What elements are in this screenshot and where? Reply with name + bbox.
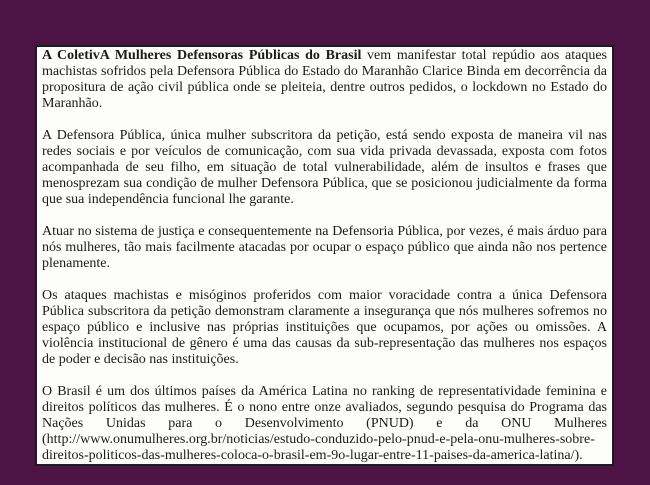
statement-paragraph: A Defensora Pública, única mulher subscritora da petição, está sendo exposta de maneira vil nas redes sociais e por veículos de comunicação, com sua vida privada devassada, exposta com fotos acompanhada de seu filho, em situação de total vulnerabilidade, além de insultos e frases que menosprezam sua condição de mulher Defensora Pública, que se posicionou judicialmente da forma que sua independência funcional lhe garante. bbox=[42, 128, 607, 207]
statement-paragraph-with-url: O Brasil é um dos últimos países da América Latina no ranking de representatividade feminina e direitos políticos das mulheres. É o nono entre onze avaliados, segundo pesquisa do Programa das Nações Unidas para o Desenvolvimento (PNUD) e da ONU Mulheres (http://www.onumulheres.org.br/noticias/estudo-conduzido-pelo-pnud-e-pela-onu-mulheres-sobre-direitos-politicos-das-mulheres-coloca-o-brasil-em-9o-lugar-entre-11-paises-da-america-latina/). bbox=[42, 384, 607, 463]
statement-org-name: A ColetivA Mulheres Defensoras Públicas do Brasil bbox=[42, 48, 362, 63]
statement-card bbox=[35, 45, 614, 466]
statement-intro-text: vem manifestar total repúdio aos ataques machistas sofridos pela Defensora Pública do Estado do Maranhão Clarice Binda em decorrência da propositura de ação civil pública onde se pleiteia, dentre outros pedidos, o lockdown no Estado do Maranhão. bbox=[42, 48, 608, 111]
statement-paragraph-intro bbox=[42, 48, 607, 112]
statement-paragraph: Atuar no sistema de justiça e consequentemente na Defensoria Pública, por vezes, é mais árduo para nós mulheres, tão mais facilmente atacadas por ocupar o espaço público que ainda não nos pertence plenamente. bbox=[42, 224, 607, 271]
statement-paragraph: Os ataques machistas e misóginos proferidos com maior voracidade contra a única Defensora Pública subscritora da petição demonstram claramente a insegurança que nós mulheres sofremos no espaço público e inclusive nas próprias instituições que ocupamos, por ações ou omissões. A violência institucional de gênero é uma das causas da sub-representação das mulheres nos espaços de poder e decisão nas instituições. bbox=[42, 288, 607, 367]
